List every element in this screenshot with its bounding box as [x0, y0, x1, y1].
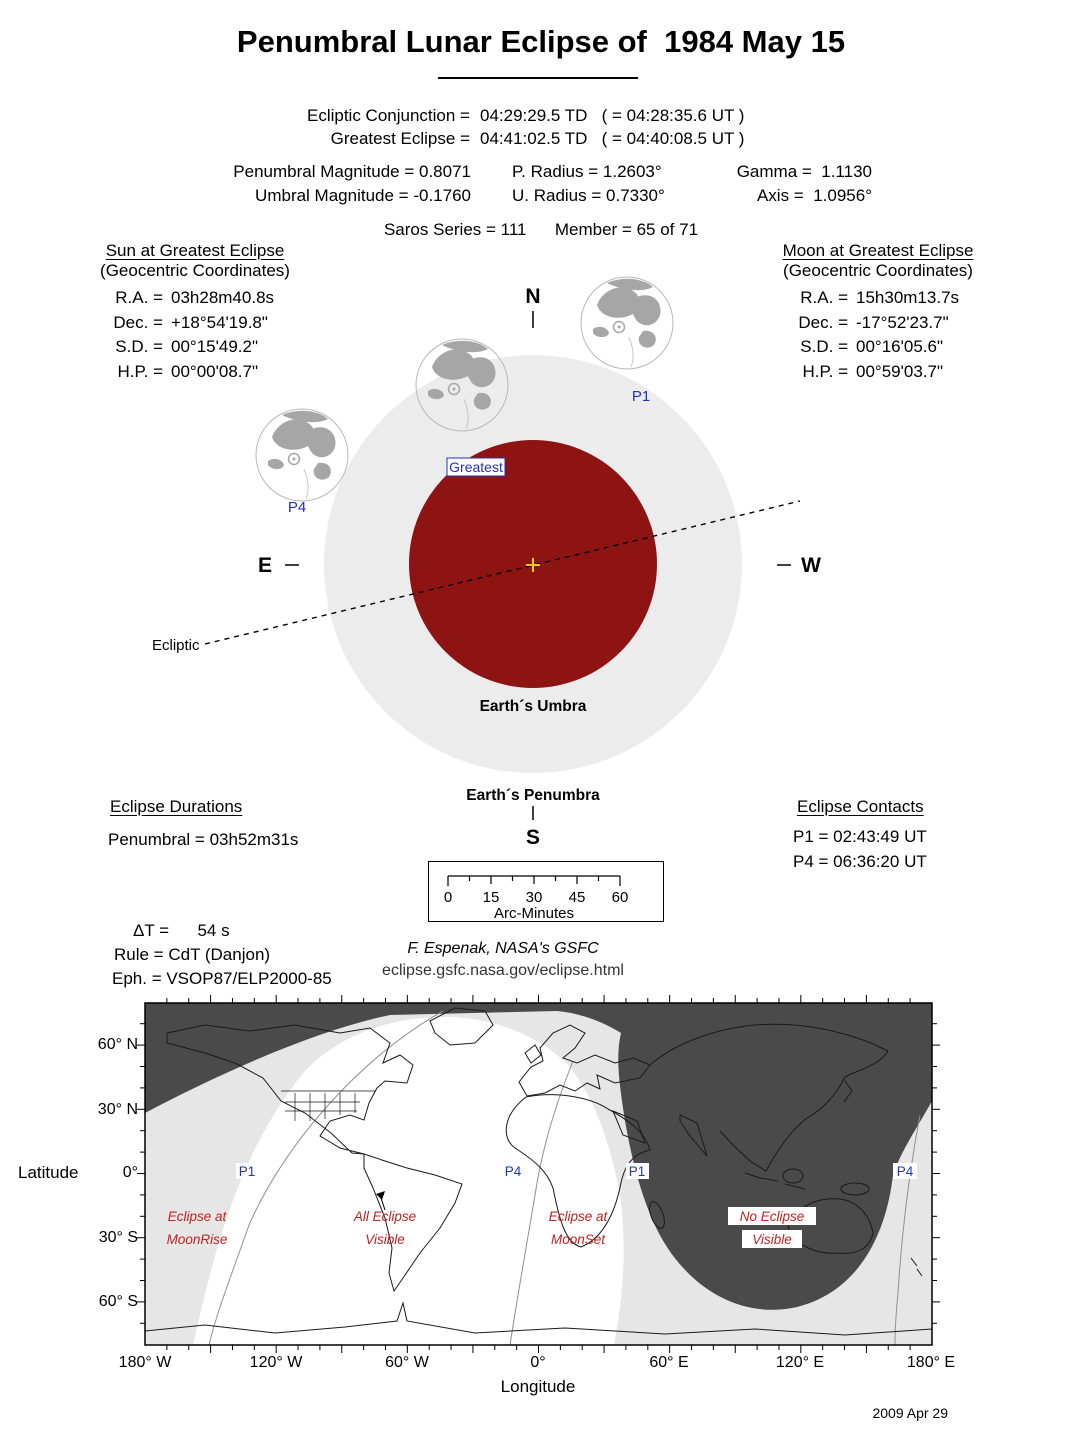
lat-label-30n: 30° N: [97, 1101, 138, 1118]
lon-label-120e: 120° E: [775, 1354, 825, 1371]
label-moonset-2: MoonSet: [550, 1232, 606, 1247]
ecliptic-label: Ecliptic: [152, 637, 200, 654]
contact-p4: P4 = 06:36:20 UT: [793, 852, 927, 871]
gamma: Gamma = 1.1130: [736, 162, 872, 181]
label-moonrise-1: Eclipse at: [167, 1209, 227, 1224]
lon-label-180e: 180° E: [906, 1354, 956, 1371]
scale-tick-60: 60: [611, 889, 629, 906]
moon-block-title: Moon at Greatest Eclipse: [782, 241, 974, 260]
lat-label-60s: 60° S: [98, 1293, 138, 1310]
lon-label-180w: 180° W: [118, 1354, 172, 1371]
scale-unit-label: Arc-Minutes: [493, 905, 575, 922]
delta-t-row: ΔT = 54 s: [133, 921, 230, 940]
north-label: N: [525, 285, 541, 308]
scale-tick-45: 45: [568, 889, 586, 906]
lon-label-60e: 60° E: [649, 1354, 689, 1371]
east-label: E: [257, 554, 273, 577]
revision-date: 2009 Apr 29: [872, 1405, 948, 1421]
sun-ra-row: R.A. = 03h28m40.8s: [115, 288, 275, 307]
penumbral-duration: Penumbral = 03h52m31s: [108, 830, 299, 849]
sun-sd-row: S.D. = 00°15'49.2": [115, 337, 258, 356]
penumbral-magnitude: Penumbral Magnitude = 0.8071: [233, 162, 471, 181]
label-allvisible-1: All Eclipse: [353, 1209, 417, 1224]
moon-block-subtitle: (Geocentric Coordinates): [783, 261, 973, 280]
greatest-eclipse-row: [0, 129, 1082, 149]
label-noeclipse-1: No Eclipse: [739, 1209, 805, 1224]
svg-text:Greatest: Greatest: [449, 459, 503, 475]
lat-label-30s: 30° S: [98, 1229, 138, 1246]
durations-block: [110, 797, 298, 850]
lon-label-0: 0°: [530, 1354, 546, 1371]
greatest-label: [447, 458, 505, 476]
lon-label-60w: 60° W: [385, 1354, 429, 1371]
latitude-axis-title: Latitude: [18, 1163, 79, 1182]
contacts-title: Eclipse Contacts: [797, 797, 924, 816]
sun-block-title: Sun at Greatest Eclipse: [105, 241, 285, 260]
umbral-magnitude: Umbral Magnitude = -0.1760: [255, 186, 471, 205]
moon-hp-row: H.P. = 00°59'03.7": [802, 361, 943, 381]
map-p1-west: P1: [238, 1164, 256, 1179]
label-noeclipse-2: Visible: [752, 1232, 792, 1247]
map-p4-mid: P4: [504, 1164, 522, 1179]
moon-ra-row: R.A. = 15h30m13.7s: [800, 288, 960, 307]
ephemeris-row: Eph. = VSOP87/ELP2000-85: [112, 969, 332, 988]
moon-at-p4: [256, 409, 348, 501]
rule-row: Rule = CdT (Danjon): [114, 945, 271, 964]
map-p4-east: P4: [896, 1164, 914, 1179]
saros-series: Saros Series = 111: [383, 220, 527, 239]
credit-url: eclipse.gsfc.nasa.gov/eclipse.html: [382, 962, 624, 979]
contacts-block: [793, 797, 927, 872]
title-rule: [438, 77, 638, 79]
ecliptic-conjunction-label: Ecliptic Conjunction =: [306, 106, 470, 125]
greatest-eclipse-value: 04:41:02.5 TD ( = 04:40:08.5 UT ): [480, 129, 745, 148]
durations-title: Eclipse Durations: [110, 797, 243, 816]
credit-author: F. Espenak, NASA's GSFC: [407, 940, 599, 957]
moon-block: [743, 241, 1013, 281]
west-label: W: [801, 554, 821, 577]
p-radius: P. Radius = 1.2603°: [512, 162, 662, 181]
moon-dec-row: Dec. = -17°52'23.7": [798, 312, 949, 332]
ecliptic-conjunction-row: [0, 106, 1082, 126]
label-moonset-1: Eclipse at: [548, 1209, 608, 1224]
lat-label-0: 0°: [122, 1164, 138, 1181]
greatest-eclipse-label: Greatest Eclipse =: [330, 129, 470, 148]
arcminute-scale: [428, 861, 664, 922]
label-allvisible-2: Visible: [365, 1232, 405, 1247]
scale-tick-15: 15: [482, 889, 500, 906]
saros-member: Member = 65 of 71: [554, 220, 699, 239]
ecliptic-conjunction-value: 04:29:29.5 TD ( = 04:28:35.6 UT ): [480, 106, 745, 125]
label-moonrise-2: MoonRise: [166, 1232, 228, 1247]
sun-block: [60, 241, 330, 281]
sun-hp-row: H.P. = 00°00'08.7": [117, 361, 258, 381]
lon-label-120w: 120° W: [249, 1354, 303, 1371]
earths-umbra-label: Earth´s Umbra: [479, 698, 587, 715]
u-radius: U. Radius = 0.7330°: [512, 186, 665, 205]
lat-label-60n: 60° N: [97, 1036, 138, 1053]
page-title: Penumbral Lunar Eclipse of 1984 May 15: [236, 24, 846, 59]
south-label: S: [525, 826, 541, 849]
moon-at-p1: [581, 277, 673, 369]
map-p1-mid: P1: [628, 1164, 646, 1179]
scale-tick-0: 0: [443, 889, 453, 906]
p4-moon-label: P4: [287, 499, 307, 516]
contact-p1: P1 = 02:43:49 UT: [793, 827, 927, 846]
p1-moon-label: P1: [631, 388, 651, 405]
shadow-diagram: [140, 280, 930, 860]
visibility-map: [145, 1003, 932, 1345]
moon-sd-row: S.D. = 00°16'05.6": [800, 337, 943, 356]
earths-penumbra-label: Earth´s Penumbra: [466, 787, 600, 804]
sun-block-subtitle: (Geocentric Coordinates): [100, 261, 290, 280]
saros-row: [0, 220, 1082, 240]
axis: Axis = 1.0956°: [756, 186, 872, 205]
sun-dec-row: Dec. = +18°54'19.8": [113, 312, 268, 332]
longitude-axis-title: Longitude: [500, 1377, 576, 1396]
scale-tick-30: 30: [525, 889, 543, 906]
